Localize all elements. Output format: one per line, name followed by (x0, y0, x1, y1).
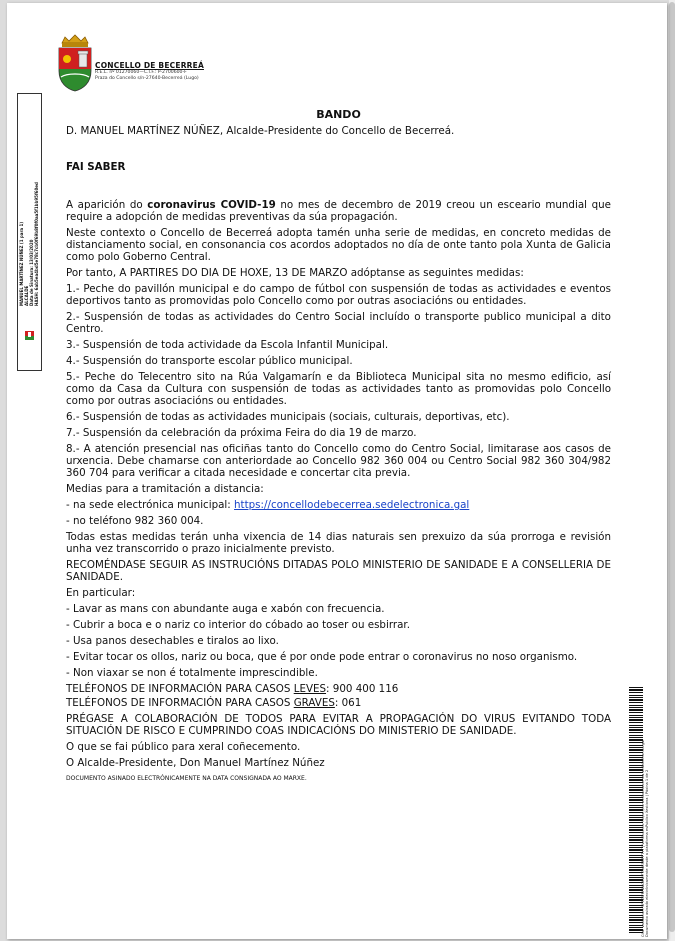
document-title: BANDO (316, 108, 361, 121)
measure-7: 7.- Suspensión da celebración da próxima Feira do dia 19 de marzo. (66, 427, 417, 439)
signature-sidebar (17, 93, 42, 371)
signer-name: MANUEL MARTÍNEZ NÚÑEZ (1 para 1) (19, 221, 24, 306)
paragraph-1 (66, 199, 611, 223)
signature-line: O Alcalde-Presidente, Don Manuel Martínez Núñez (66, 757, 325, 769)
organization-header (95, 61, 204, 82)
signature-hash: HASH: 6ab5ea4bd5e78c7cb0f69b8f0f0aa5f1bb95f60ed (34, 182, 39, 306)
scrollbar-thumb[interactable] (669, 2, 675, 932)
signature-date: Data de Sinatura: 13/03/2020 (29, 239, 34, 306)
recommendation-3: - Usa panos desechables e tiralos ao lixo. (66, 635, 279, 647)
measure-2: 2.- Suspensión de todas as actividades do Centro Social incluído o transporte publico municipal a dito Centro. (66, 311, 611, 335)
phone-mild-number: : 900 400 116 (326, 683, 399, 695)
recommendation-2: - Cubrir a boca e o nariz co interior do cóbado ao toser ou esbirrar. (66, 619, 410, 631)
telephone-line: - no teléfono 982 360 004. (66, 515, 204, 527)
in-particular-heading: En particular: (66, 587, 136, 599)
validation-text (641, 740, 649, 937)
intro-line: D. MANUEL MARTÍNEZ NÚÑEZ, Alcalde-Presidente do Concello de Becerreá. (66, 125, 455, 137)
sede-line (66, 499, 611, 511)
measure-4: 4.- Suspensión do transporte escolar público municipal. (66, 355, 353, 367)
phone-severe-cases (66, 697, 611, 709)
measure-1: 1.- Peche do pavillón municipal e do campo de fútbol con suspensión de todas as actividades e eventos deportivos tanto as promovidas polo Concello como por outras asociacións ou entidades. (66, 283, 611, 307)
registration-line: R.E.L. nº 01270060—C.I.F.: P-2700600-F (95, 70, 187, 75)
public-notice-line: O que se fai público para xeral coñecemento. (66, 741, 301, 753)
signature-text (19, 182, 39, 306)
signer-role: ALCALDE (24, 285, 29, 306)
address-line: Praza do Concello s/n-27640-Becerreá (Lugo) (95, 76, 199, 81)
paragraph-1-text-c: no mes de decembro de 2019 creou un esceario mundial que require a adopción de medidas preventivas da súa propagación. (66, 199, 611, 223)
document-page (7, 3, 667, 939)
organization-name: CONCELLO DE BECERREÁ (95, 61, 204, 70)
validation-code-line: Cód. Validación: 9F7ZWRHLAGKW7TR4KSMFPTYT | Verificación: https://concellodebecerrea.sedelectronica.gal (641, 739, 645, 937)
recommendation-4: - Evitar tocar os ollos, nariz ou boca, que é por onde pode entrar o coronavirus no noso organismo. (66, 651, 578, 663)
scrollbar[interactable] (669, 0, 675, 941)
phone-severe-prefix: TELÉFONOS DE INFORMACIÓN PARA CASOS (66, 697, 294, 709)
measure-8: 8.- A atención presencial nas oficiñas tanto do Concello como do Centro Social, limitarase aos casos de urxencia. Debe chamarse con anteriordade ao Concello 982 360 004 ou Centro Social 982 360 304/982 360 704 para verificar a citada necesidade e concertar cita previa. (66, 443, 611, 479)
measure-5: 5.- Peche do Telecentro sito na Rúa Valgamarín e da Biblioteca Municipal sita no mesmo edificio, así como da Casa da Cultura con suspensión de todas as actividades tanto as promovidas polo Concello como por outras asociacións ou entidades. (66, 371, 611, 407)
phone-severe-number: : 061 (334, 697, 362, 709)
paragraph-3: Por tanto, A PARTIRES DO DIA DE HOXE, 13 DE MARZO adóptanse as seguintes medidas: (66, 267, 524, 279)
phone-mild-cases (66, 683, 611, 695)
validity-paragraph: Todas estas medidas terán unha vixencia de 14 dias naturais sen prexuizo da súa prorroga e revisión unha vez transcorrido o prazo inicialmente previsto. (66, 531, 611, 555)
document-body (66, 109, 611, 785)
recommendation-paragraph: RECOMÉNDASE SEGUIR AS INSTRUCIÓNS DITADAS POLO MINISTERIO DE SANIDADE E A CONSELLERIA DE SANIDADE. (66, 559, 611, 583)
recommendation-1: - Lavar as mans con abundante auga e xabón con frecuencia. (66, 603, 385, 615)
signature-seal-icon (24, 330, 35, 341)
remote-means-heading: Medias para a tramitación a distancia: (66, 483, 264, 495)
paragraph-1-text-a: A aparición do (66, 199, 148, 211)
recommendation-5: - Non viaxar se non é totalmente imprescindible. (66, 667, 318, 679)
phone-severe-underlined: GRAVES (293, 697, 335, 709)
fai-saber-heading: FAI SABER (66, 161, 126, 173)
coat-of-arms-logo (55, 33, 95, 93)
phone-mild-underlined: LEVES (293, 683, 327, 695)
measure-3: 3.- Suspensión de toda actividade da Escola Infantil Municipal. (66, 339, 389, 351)
sede-prefix: - na sede electrónica municipal: (66, 499, 235, 511)
covid-bold-text: coronavirus COVID-19 (147, 199, 276, 211)
electronic-signature-note: DOCUMENTO ASINADO ELECTRÓNICAMENTE NA DATA CONSIGNADA AO MARXE. (66, 775, 307, 782)
sede-electronica-link[interactable]: https://concellodebecerrea.sedelectronica.gal (234, 499, 470, 511)
phone-mild-prefix: TELÉFONOS DE INFORMACIÓN PARA CASOS (66, 683, 294, 695)
validation-platform-line: Documento asinado electrónicamente desde a plataforma esPublico Xestiona | Páxina 1 de 2 (645, 769, 650, 937)
collaboration-paragraph: PRÉGASE A COLABORACIÓN DE TODOS PARA EVITAR A PROPAGACIÓN DO VIRUS EVITANDO TODA SITUACIÓN DE RISCO E CUMPRINDO COAS INDICACIÓNS DO MINISTERIO DE SANIDADE. (66, 713, 611, 737)
paragraph-2: Neste contexto o Concello de Becerreá adopta tamén unha serie de medidas, en concreto medidas de distanciamento social, en consonancia cos acordos adoptados no día de onte tanto pola Xunta de Galicia como polo Goberno Central. (66, 227, 611, 263)
measure-6: 6.- Suspensión de todas as actividades municipais (sociais, culturais, deportivas, etc). (66, 411, 510, 423)
